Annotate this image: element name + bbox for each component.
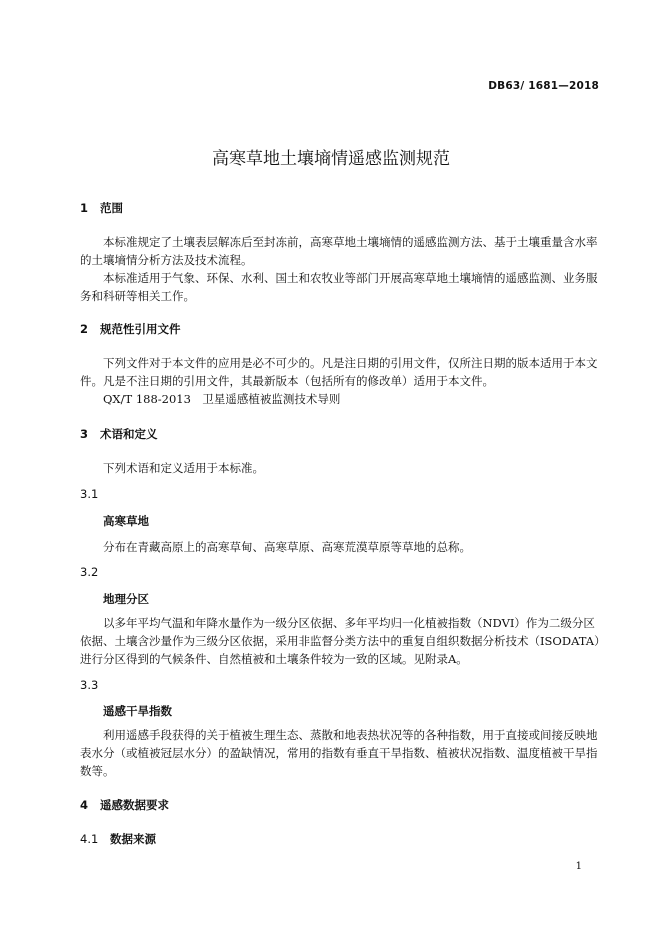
section-number: 1 [80, 201, 89, 215]
term-definition: 以多年平均气温和年降水量作为一级分区依据、多年平均归一化植被指数（NDVI）作为二级分区依据、土壤含沙量作为三级分区依据，采用非监督分类方法中的重复自组织数据分析技术（ISODATA）进行分区得到的气候条件、自然植被和土壤条件较为一致的区域。见附录A。 [80, 616, 600, 666]
subsection-number: 4.1 [80, 832, 99, 846]
section-1-heading [80, 200, 123, 216]
term-number: 3.1 [80, 487, 99, 501]
term-definition: 利用遥感手段获得的关于植被生理生态、蒸散和地表热状况等的各种指数，用于直接或间接反映地表水分（或植被冠层水分）的盈缺情况，常用的指数有垂直干旱指数、植被状况指数、温度植被干旱指数等。 [80, 728, 598, 778]
term-number: 3.2 [80, 565, 99, 579]
subsection-4-1-heading [80, 831, 156, 847]
section-title: 规范性引用文件 [100, 322, 181, 336]
normative-reference: QX/T 188-2013 卫星遥感植被监测技术导则 [103, 392, 341, 406]
section-2-heading [80, 321, 181, 337]
section-number: 3 [80, 427, 89, 441]
term-title: 遥感干旱指数 [103, 704, 172, 718]
term-number: 3.3 [80, 678, 99, 692]
section-1-paragraph-1: 本标准规定了土壤表层解冻后至封冻前，高寒草地土壤墒情的遥感监测方法、基于土壤重量含水率的土壤墒情分析方法及技术流程。 [80, 235, 598, 267]
page-number: 1 [575, 861, 582, 872]
section-title: 范围 [100, 201, 123, 215]
section-title: 遥感数据要求 [100, 798, 169, 812]
section-2-paragraph: 下列文件对于本文件的应用是必不可少的。凡是注日期的引用文件，仅所注日期的版本适用于本文件。凡是不注日期的引用文件，其最新版本（包括所有的修改单）适用于本文件。 [80, 356, 598, 388]
term-title: 高寒草地 [103, 514, 149, 528]
section-4-heading [80, 797, 169, 813]
term-title: 地理分区 [103, 592, 149, 606]
section-3-intro: 下列术语和定义适用于本标准。 [103, 461, 264, 475]
section-number: 4 [80, 798, 89, 812]
section-title: 术语和定义 [100, 427, 158, 441]
section-number: 2 [80, 322, 89, 336]
standard-code: DB63/ 1681—2018 [488, 80, 599, 92]
section-3-heading [80, 426, 158, 442]
document-title: 高寒草地土壤墒情遥感监测规范 [212, 149, 450, 169]
section-1-paragraph-2: 本标准适用于气象、环保、水利、国土和农牧业等部门开展高寒草地土壤墒情的遥感监测、业务服务和科研等相关工作。 [80, 271, 598, 303]
subsection-title: 数据来源 [110, 832, 156, 846]
term-definition: 分布在青藏高原上的高寒草甸、高寒草原、高寒荒漠草原等草地的总称。 [103, 540, 471, 554]
